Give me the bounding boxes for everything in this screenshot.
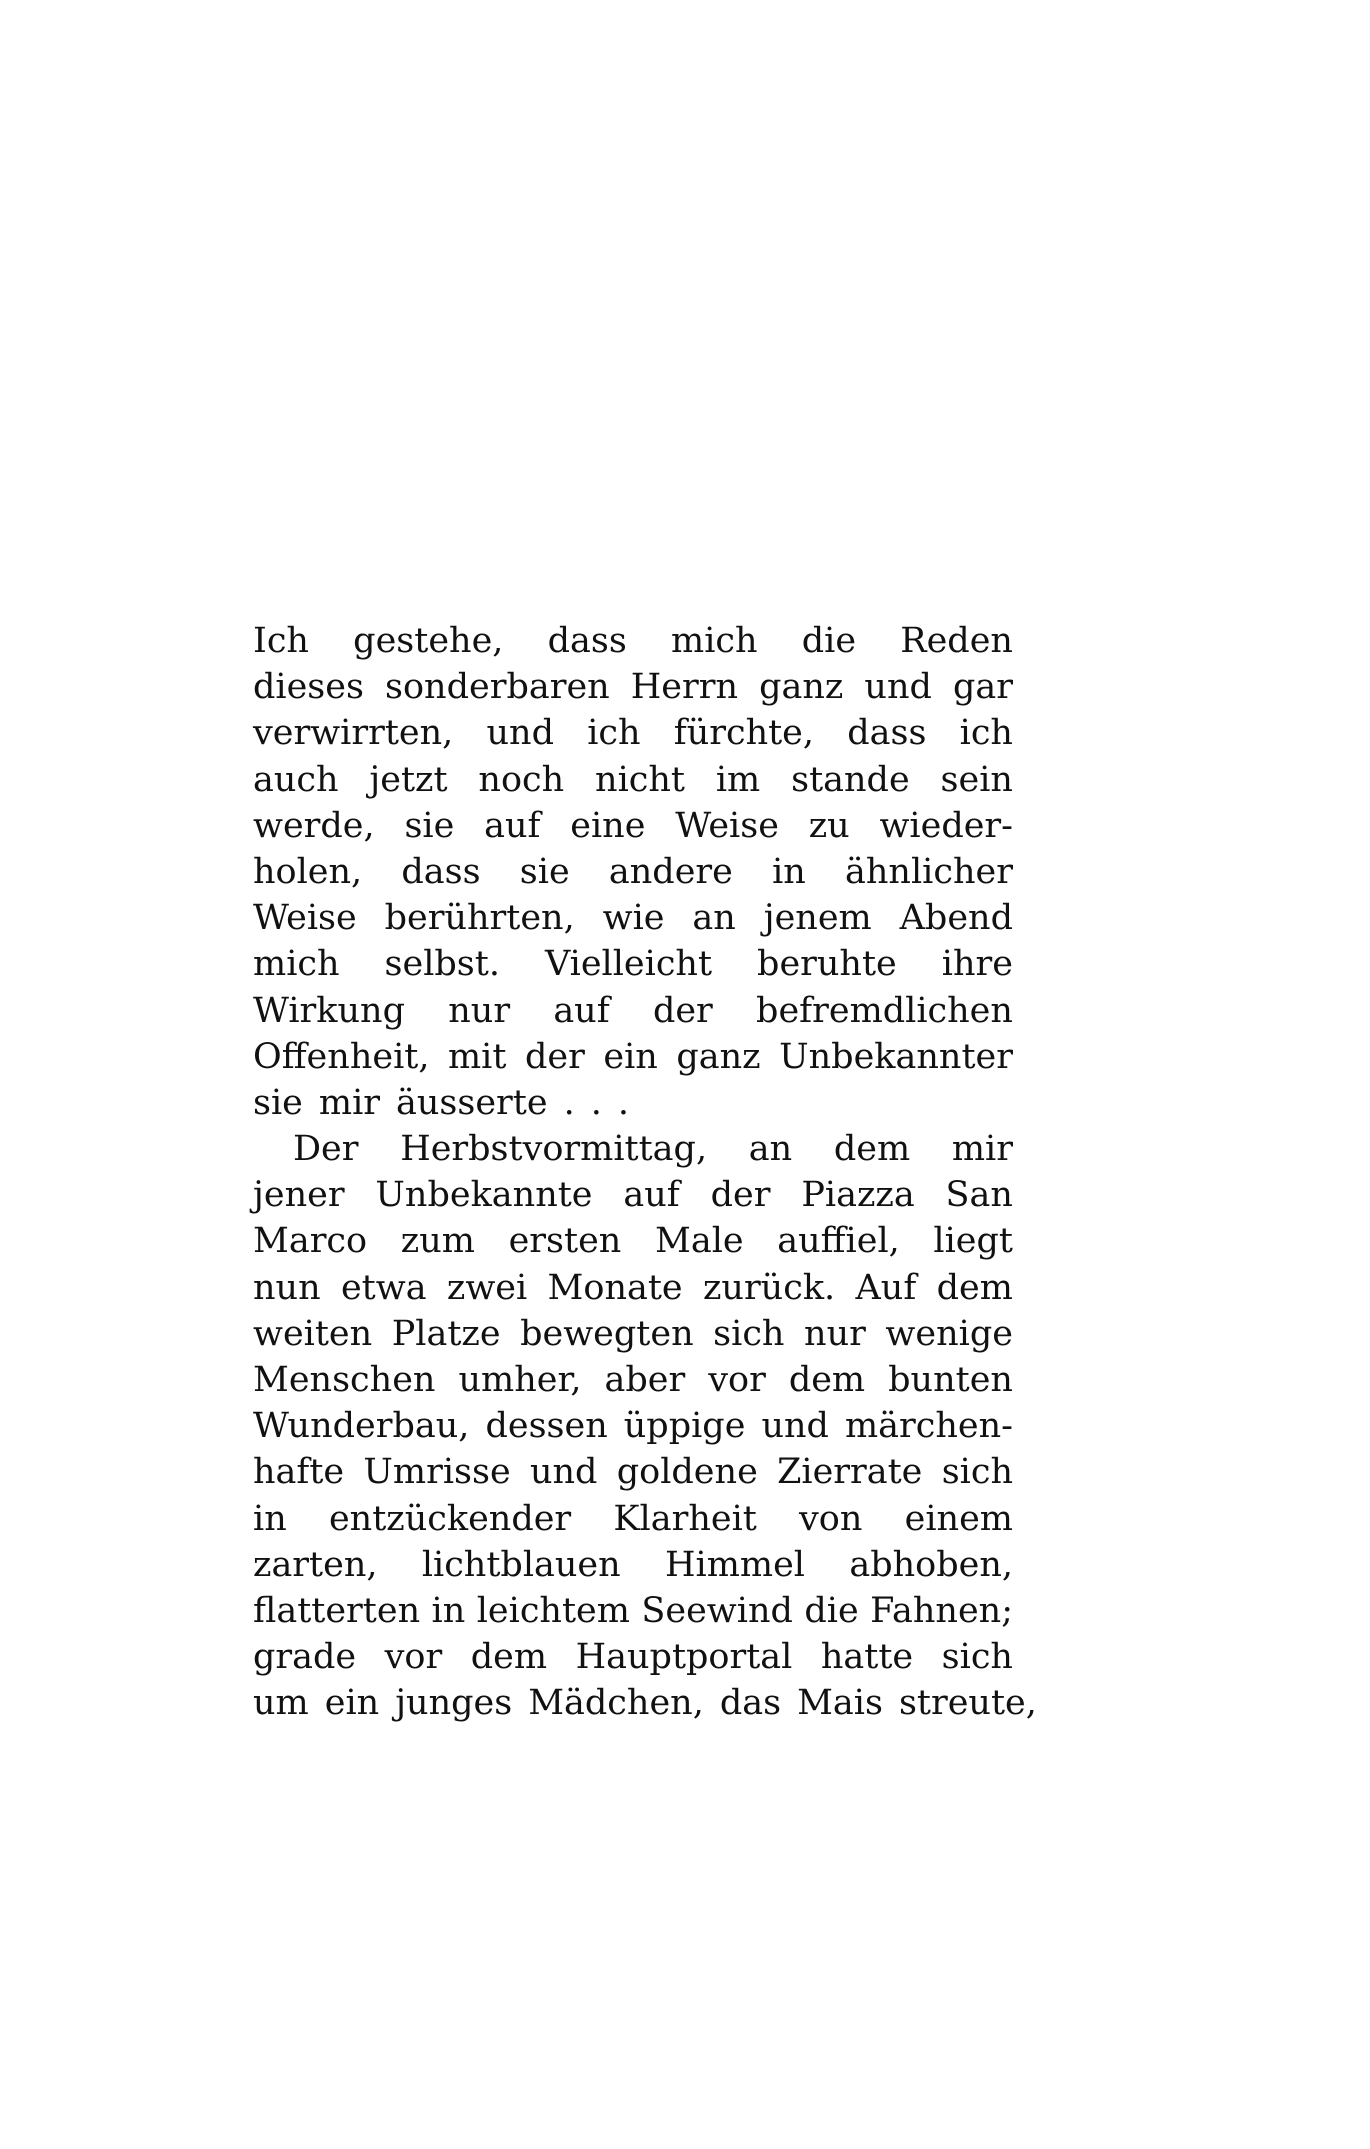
text-line: nun etwa zwei Monate zurück. Auf dem [253,1267,1013,1308]
text-line: Ich gestehe, dass mich die Reden [253,621,1013,661]
text-line: holen, dass sie andere in ähnlicher [253,851,1013,892]
text-line: zarten, lichtblauen Himmel abhoben, [253,1544,1013,1585]
text-line: mich selbst. Vielleicht beruhte ihre [253,944,1013,985]
text-line: auch jetzt noch nicht im stande sein [253,759,1013,800]
text-line: verwirrten, und ich fürchte, dass ich [253,713,1013,754]
text-line: Offenheit, mit der ein ganz Unbekannter [253,1036,1013,1077]
text-line: Marco zum ersten Male auffiel, liegt [253,1221,1013,1262]
text-line: flatterten in leichtem Seewind die Fahnen; [253,1590,1013,1631]
text-line: um ein junges Mädchen, das Mais streute, [253,1683,1037,1724]
text-line: Wirkung nur auf der befremdlichen [253,990,1013,1031]
text-line: Wunderbau, dessen üppige und märchen- [253,1406,1013,1447]
text-line: jener Unbekannte auf der Piazza San [253,1175,1013,1216]
text-line: grade vor dem Hauptportal hatte sich [253,1637,1013,1678]
text-line: in entzückender Klarheit von einem [253,1498,1013,1539]
text-line: Menschen umher, aber vor dem bunten [253,1360,1013,1400]
body-text [253,618,1037,1727]
text-line: dieses sonderbaren Herrn ganz und gar [253,667,1013,708]
text-line: hafte Umrisse und goldene Zierrate sich [253,1452,1013,1493]
text-line: werde, sie auf eine Weise zu wieder- [253,805,1013,846]
text-line: Weise berührten, wie an jenem Abend [253,898,1013,939]
text-line: Der Herbstvormittag, an dem mir [293,1129,1013,1170]
text-line: sie mir äusserte . . . [253,1082,629,1123]
text-line: weiten Platze bewegten sich nur wenige [253,1313,1013,1354]
